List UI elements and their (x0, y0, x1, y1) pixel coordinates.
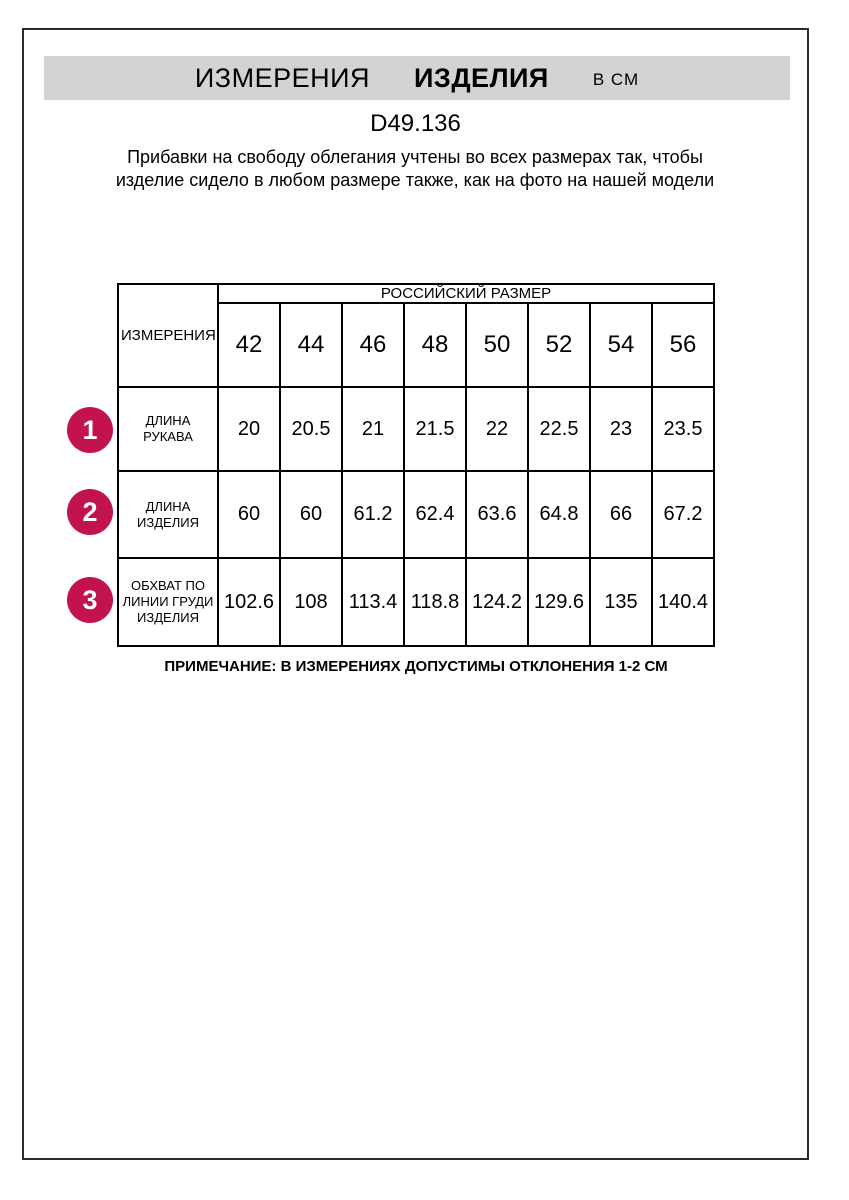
size-col-48: 48 (404, 303, 466, 387)
size-col-56: 56 (652, 303, 714, 387)
garment-length-48: 62.4 (404, 471, 466, 558)
row-label-chest-girth: ОБХВАТ ПО ЛИНИИ ГРУДИ ИЗДЕЛИЯ (118, 558, 218, 646)
garment-length-42: 60 (218, 471, 280, 558)
chest-girth-42: 102.6 (218, 558, 280, 646)
table-row-garment-length (118, 471, 714, 558)
garment-length-46: 61.2 (342, 471, 404, 558)
size-col-42: 42 (218, 303, 280, 387)
sleeve-length-48: 21.5 (404, 387, 466, 471)
garment-length-54: 66 (590, 471, 652, 558)
chest-girth-44: 108 (280, 558, 342, 646)
row-number-badge-1: 1 (67, 407, 113, 453)
garment-length-56: 67.2 (652, 471, 714, 558)
size-col-54: 54 (590, 303, 652, 387)
russian-size-header: РОССИЙСКИЙ РАЗМЕР (218, 284, 714, 303)
product-code: D49.136 (370, 110, 461, 137)
size-col-52: 52 (528, 303, 590, 387)
garment-length-52: 64.8 (528, 471, 590, 558)
row-number-badge-2: 2 (67, 489, 113, 535)
row-number-badge-3: 3 (67, 577, 113, 623)
tolerance-note: ПРИМЕЧАНИЕ: В ИЗМЕРЕНИЯХ ДОПУСТИМЫ ОТКЛОНЕНИЯ 1-2 СМ (164, 658, 668, 675)
row-label-garment-length: ДЛИНА ИЗДЕЛИЯ (118, 471, 218, 558)
sleeve-length-52: 22.5 (528, 387, 590, 471)
size-col-46: 46 (342, 303, 404, 387)
size-col-50: 50 (466, 303, 528, 387)
table-row-chest-girth (118, 558, 714, 646)
size-table (117, 283, 715, 647)
sleeve-length-50: 22 (466, 387, 528, 471)
chest-girth-50: 124.2 (466, 558, 528, 646)
sleeve-length-42: 20 (218, 387, 280, 471)
chest-girth-56: 140.4 (652, 558, 714, 646)
table-row-size-group (118, 284, 714, 303)
chest-girth-46: 113.4 (342, 558, 404, 646)
garment-length-50: 63.6 (466, 471, 528, 558)
size-col-44: 44 (280, 303, 342, 387)
sleeve-length-44: 20.5 (280, 387, 342, 471)
row-label-sleeve-length: ДЛИНА РУКАВА (118, 387, 218, 471)
page-title-unit: В СМ (592, 69, 640, 89)
garment-length-44: 60 (280, 471, 342, 558)
fit-description: Прибавки на свободу облегания учтены во всех размерах так, чтобы изделие сидело в любом размере также, как на фото на нашей модели (115, 147, 715, 190)
page-title-bar (44, 56, 790, 100)
page-title-measurements: ИЗМЕРЕНИЯ (194, 62, 370, 93)
sleeve-length-46: 21 (342, 387, 404, 471)
chest-girth-52: 129.6 (528, 558, 590, 646)
measurements-column-header: ИЗМЕРЕНИЯ (118, 284, 218, 387)
sleeve-length-54: 23 (590, 387, 652, 471)
table-row-sleeve-length (118, 387, 714, 471)
chest-girth-48: 118.8 (404, 558, 466, 646)
sleeve-length-56: 23.5 (652, 387, 714, 471)
page-title-product: ИЗДЕЛИЯ (414, 62, 549, 93)
chest-girth-54: 135 (590, 558, 652, 646)
